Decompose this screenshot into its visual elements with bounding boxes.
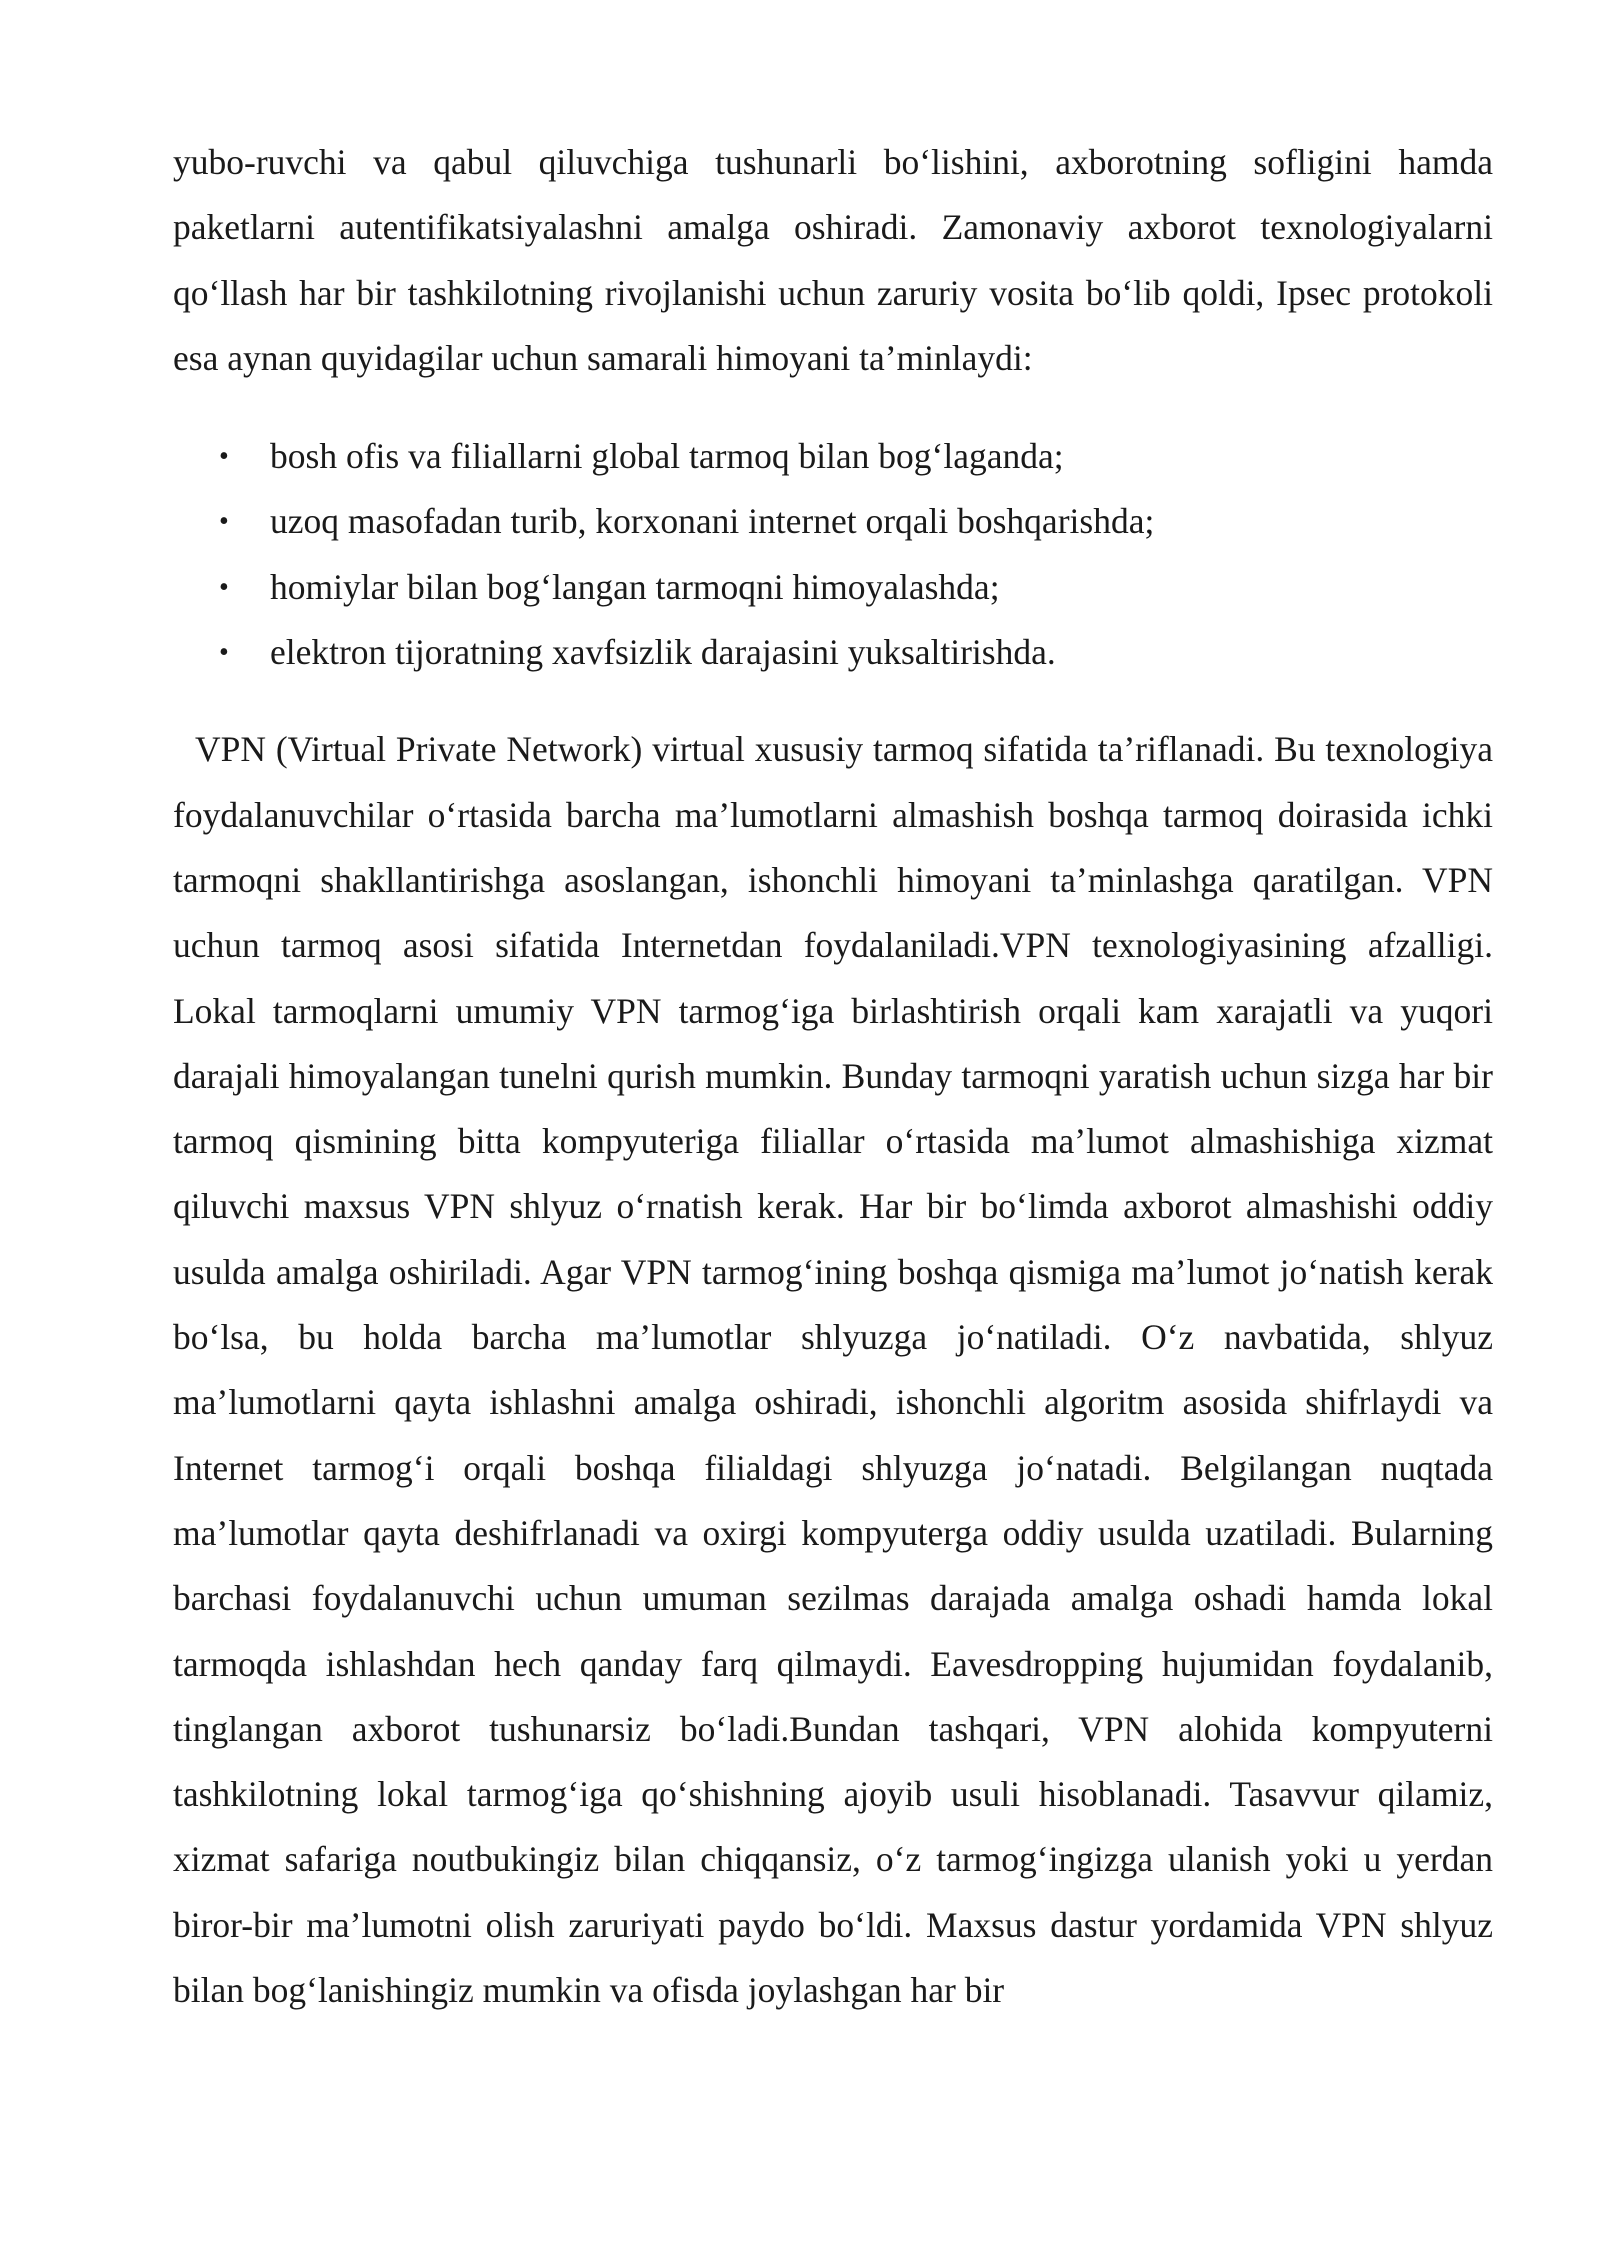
bullet-text: homiylar bilan bog‘langan tarmoqni himoyalashda; <box>270 566 1000 607</box>
bullet-text: elektron tijoratning xavfsizlik darajasini yuksaltirishda. <box>270 632 1056 673</box>
bullet-icon: • <box>219 506 229 538</box>
bullet-icon: • <box>219 571 229 603</box>
bullet-list <box>173 424 1493 685</box>
bullet-icon: • <box>219 637 229 669</box>
bullet-text: uzoq masofadan turib, korxonani internet orqali boshqarishda; <box>270 501 1155 542</box>
list-item <box>173 555 1493 620</box>
list-item <box>173 424 1493 489</box>
bullet-icon: • <box>219 441 229 473</box>
vpn-paragraph: VPN (Virtual Private Network) virtual xususiy tarmoq sifatida ta’riflanadi. Bu texnologiya foydalanuvchilar o‘rtasida barcha ma’lumotlarni almashish boshqa tarmoq doirasida ichki tarmoqni shakllantirishga asoslangan, ishonchli himoyani ta’minlashga qaratilgan. VPN uchun tarmoq asosi sifatida Internetdan foydalaniladi.VPN texnologiyasining afzalligi. Lokal tarmoqlarni umumiy VPN tarmog‘iga birlashtirish orqali kam xarajatli va yuqori darajali himoyalangan tunelni qurish mumkin. Bunday tarmoqni yaratish uchun sizga har bir tarmoq qismining bitta kompyuteriga filiallar o‘rtasida ma’lumot almashishiga xizmat qiluvchi maxsus VPN shlyuz o‘rnatish kerak. Har bir bo‘limda axborot almashishi oddiy usulda amalga oshiriladi. Agar VPN tarmog‘ining boshqa qismiga ma’lumot jo‘natish kerak bo‘lsa, bu holda barcha ma’lumotlar shlyuzga jo‘natiladi. O‘z navbatida, shlyuz ma’lumotlarni qayta ishlashni amalga oshiradi, ishonchli algoritm asosida shifrlaydi va Internet tarmog‘i orqali boshqa filialdagi shlyuzga jo‘natadi. Belgilangan nuqtada ma’lumotlar qayta deshifrlanadi va oxirgi kompyuterga oddiy usulda uzatiladi. Bularning barchasi foydalanuvchi uchun umuman sezilmas darajada amalga oshadi hamda lokal tarmoqda ishlashdan hech qanday farq qilmaydi. Eavesdropping hujumidan foydalanib, tinglangan axborot tushunarsiz bo‘ladi.Bundan tashqari, VPN alohida kompyuterni tashkilotning lokal tarmog‘iga qo‘shishning ajoyib usuli hisoblanadi. Tasavvur qilamiz, xizmat safariga noutbukingiz bilan chiqqansiz, o‘z tarmog‘ingizga ulanish yoki u yerdan biror-bir ma’lumotni olish zaruriyati paydo bo‘ldi. Maxsus dastur yordamida VPN shlyuz bilan bog‘lanishingiz mumkin va ofisda joylashgan har bir <box>173 729 1493 2011</box>
list-item <box>173 620 1493 685</box>
list-item <box>173 489 1493 554</box>
intro-paragraph: yubo-ruvchi va qabul qiluvchiga tushunarli bo‘lishini, axborotning sofligini hamda paketlarni autentifikatsiyalashni amalga oshiradi. Zamonaviy axborot texnologiyalarni qo‘llash har bir tashkilotning rivojlanishi uchun zaruriy vosita bo‘lib qoldi, Ipsec protokoli esa aynan quyidagilar uchun samarali himoyani ta’minlaydi: <box>173 142 1493 378</box>
bullet-text: bosh ofis va filiallarni global tarmoq bilan bog‘laganda; <box>270 436 1064 477</box>
document-page <box>173 130 1493 2023</box>
